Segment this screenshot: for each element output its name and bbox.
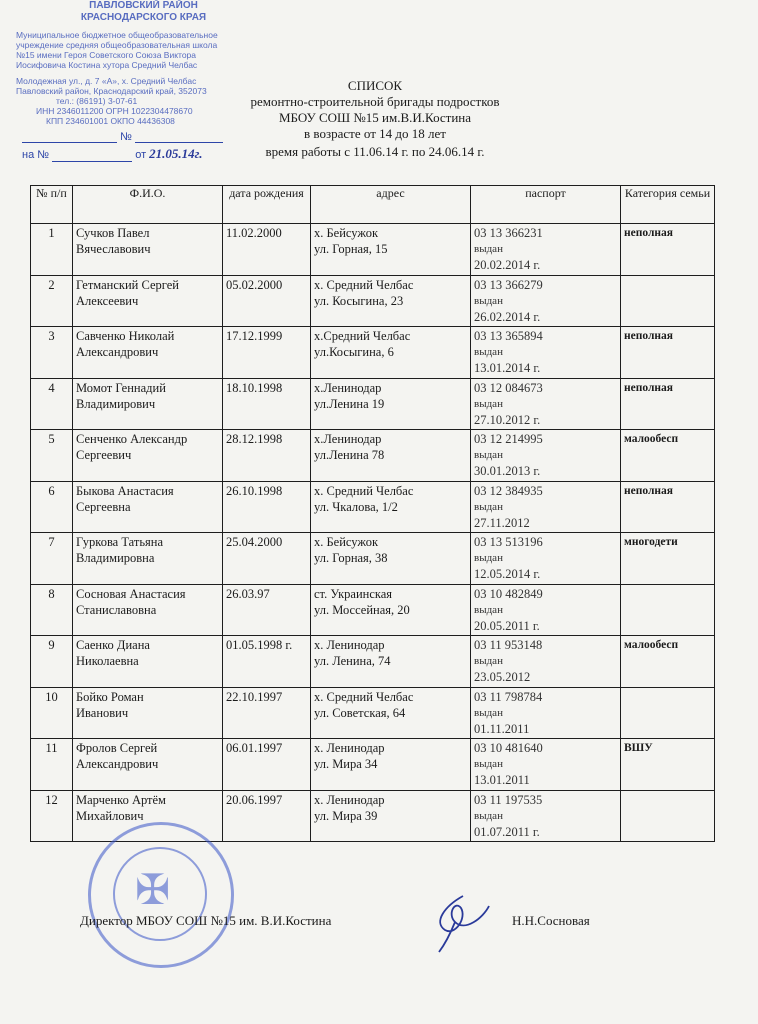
- table-row: [31, 636, 715, 688]
- surname-name: Фролов Сергей: [76, 741, 158, 755]
- address-street: ул. Мира 39: [314, 808, 378, 823]
- address: [311, 275, 471, 327]
- passport-issued-label: выдан: [474, 809, 503, 822]
- student-name: [73, 584, 223, 636]
- passport-issue-date: 30.01.2013 г.: [474, 464, 541, 478]
- family-category: неполная: [621, 224, 715, 276]
- address: [311, 687, 471, 739]
- passport-issued-label: выдан: [474, 294, 503, 307]
- stamp-line: ИНН 2346011200 ОГРН 1022304478670: [36, 106, 193, 116]
- document-title-block: [220, 78, 530, 142]
- passport-issued-label: выдан: [474, 706, 503, 719]
- address: [311, 327, 471, 379]
- passport-number: 03 12 384935: [474, 483, 543, 498]
- passport-number: 03 13 365894: [474, 329, 543, 343]
- table-row: [31, 533, 715, 585]
- family-category: неполная: [621, 481, 715, 533]
- family-category: неполная: [621, 378, 715, 430]
- passport-issue-date: 20.02.2014 г.: [474, 258, 541, 272]
- passport-number: 03 13 366231: [474, 226, 543, 240]
- passport: [471, 224, 621, 276]
- surname-name: Сучков Павел: [76, 226, 150, 240]
- title-line-1: ремонтно-строительной бригады подростков: [250, 94, 500, 109]
- address-street: ул.Косыгина, 6: [314, 345, 394, 359]
- passport-issued-label: выдан: [474, 500, 503, 513]
- row-number: 6: [31, 481, 73, 533]
- address: [311, 224, 471, 276]
- address-street: ул. Горная, 38: [314, 551, 388, 565]
- registration-number-line: [22, 131, 223, 143]
- passport-issue-date: 13.01.2011: [474, 773, 530, 787]
- surname-name: Саенко Диана: [76, 638, 150, 652]
- title-line-2: МБОУ СОШ №15 им.В.И.Костина: [278, 110, 472, 125]
- surname-name: Сосновая Анастасия: [76, 586, 186, 601]
- passport-number: 03 12 214995: [474, 432, 543, 446]
- birth-date: 06.01.1997: [223, 739, 311, 791]
- reference-line: [22, 146, 203, 162]
- signer-name: Н.Н.Сосновая: [512, 913, 590, 928]
- passport-issued-label: выдан: [474, 397, 503, 410]
- patronymic: Александрович: [76, 757, 159, 771]
- patronymic: Алексеевич: [76, 293, 139, 308]
- passport: [471, 790, 621, 842]
- table-row: [31, 378, 715, 430]
- address-locality: ст. Украинская: [314, 586, 393, 601]
- column-header-number: № п/п: [31, 186, 73, 224]
- address-street: ул. Ленина, 74: [314, 654, 391, 668]
- stamp-line: ПАВЛОВСКИЙ РАЙОН: [89, 0, 198, 11]
- passport: [471, 430, 621, 482]
- number-label: №: [120, 131, 132, 143]
- passport-issue-date: 26.02.2014 г.: [474, 309, 541, 324]
- patronymic: Вячеславович: [76, 242, 151, 256]
- stamp-line: КПП 234601001 ОКПО 44436308: [46, 116, 175, 126]
- family-category: [621, 687, 715, 739]
- passport: [471, 481, 621, 533]
- address-locality: х.Ленинодар: [314, 432, 382, 446]
- patronymic: Владимировна: [76, 551, 155, 565]
- eagle-emblem-icon: ✠: [135, 868, 171, 914]
- passport: [471, 636, 621, 688]
- passport: [471, 275, 621, 327]
- passport-issued-label: выдан: [474, 346, 503, 358]
- passport-issued-label: выдан: [474, 243, 503, 255]
- row-number: 11: [31, 739, 73, 791]
- address-street: ул. Горная, 15: [314, 242, 388, 256]
- stamp-line: КРАСНОДАРСКОГО КРАЯ: [80, 12, 207, 23]
- patronymic: Сергеевна: [76, 499, 131, 514]
- passport-number: 03 10 482849: [474, 586, 543, 601]
- address-locality: х.Ленинодар: [314, 380, 382, 395]
- signature-icon: [425, 888, 495, 958]
- address-locality: х. Бейсужок: [314, 226, 379, 240]
- student-name: [73, 327, 223, 379]
- address-street: ул. Косыгина, 23: [314, 293, 404, 308]
- address: [311, 481, 471, 533]
- row-number: 9: [31, 636, 73, 688]
- passport-issue-date: 12.05.2014 г.: [474, 567, 541, 581]
- family-category: ВШУ: [621, 739, 715, 791]
- student-name: [73, 533, 223, 585]
- row-number: 5: [31, 430, 73, 482]
- stamp-line: тел.: (86191) 3-07-61: [56, 96, 138, 106]
- surname-name: Савченко Николай: [76, 329, 175, 343]
- table-row: [31, 481, 715, 533]
- address-street: ул. Чкалова, 1/2: [314, 499, 398, 514]
- official-seal: [88, 822, 234, 968]
- document-title: СПИСОК: [347, 78, 403, 93]
- surname-name: Гуркова Татьяна: [76, 535, 164, 549]
- table-row: [31, 430, 715, 482]
- stamp-line: Муниципальное бюджетное общеобразовательное: [16, 30, 218, 40]
- passport-issue-date: 27.11.2012: [474, 515, 530, 530]
- passport: [471, 378, 621, 430]
- row-number: 3: [31, 327, 73, 379]
- stamp-line: Иосифовича Костина хутора Средний Челбас: [16, 60, 198, 70]
- patronymic: Станиславовна: [76, 602, 157, 617]
- address: [311, 430, 471, 482]
- passport-issued-label: выдан: [474, 758, 503, 770]
- passport-issue-date: 20.05.2011 г.: [474, 618, 540, 633]
- student-name: [73, 687, 223, 739]
- birth-date: 17.12.1999: [223, 327, 311, 379]
- address-street: ул. Мира 34: [314, 757, 378, 771]
- passport-number: 03 13 366279: [474, 277, 543, 292]
- date-label: от: [135, 149, 147, 161]
- row-number: 4: [31, 378, 73, 430]
- passport-issue-date: 27.10.2012 г.: [474, 412, 541, 427]
- birth-date: 22.10.1997: [223, 687, 311, 739]
- stamp-line: Молодежная ул., д. 7 «А», х. Средний Челбас: [16, 76, 197, 86]
- table-row: [31, 739, 715, 791]
- address-locality: х. Ленинодар: [314, 638, 385, 652]
- column-header-address: адрес: [311, 186, 471, 224]
- table-row: [31, 224, 715, 276]
- family-category: малообесп: [621, 430, 715, 482]
- director-title: Директор МБОУ СОШ №15 им. В.И.Костина: [80, 913, 332, 928]
- student-name: [73, 636, 223, 688]
- address-locality: х. Ленинодар: [314, 792, 385, 807]
- surname-name: Марченко Артём: [76, 792, 166, 807]
- table-header-row: [31, 186, 715, 224]
- birth-date: 28.12.1998: [223, 430, 311, 482]
- birth-date: 05.02.2000: [223, 275, 311, 327]
- student-name: [73, 224, 223, 276]
- student-name: [73, 275, 223, 327]
- address: [311, 584, 471, 636]
- address: [311, 790, 471, 842]
- student-name: [73, 378, 223, 430]
- family-category: малообесп: [621, 636, 715, 688]
- student-name: [73, 481, 223, 533]
- address: [311, 533, 471, 585]
- address-locality: х.Средний Челбас: [314, 329, 411, 343]
- address: [311, 636, 471, 688]
- passport: [471, 584, 621, 636]
- surname-name: Бойко Роман: [76, 689, 144, 704]
- passport: [471, 327, 621, 379]
- row-number: 10: [31, 687, 73, 739]
- passport-issue-date: 13.01.2014 г.: [474, 361, 541, 375]
- column-header-category: Категория семьи: [621, 186, 715, 224]
- student-name: [73, 739, 223, 791]
- address-street: ул.Ленина 78: [314, 448, 385, 462]
- passport: [471, 687, 621, 739]
- student-name: [73, 430, 223, 482]
- table-row: [31, 584, 715, 636]
- address-locality: х. Средний Челбас: [314, 483, 414, 498]
- column-header-name: Ф.И.О.: [73, 186, 223, 224]
- birth-date: 01.05.1998 г.: [223, 636, 311, 688]
- passport-issued-label: выдан: [474, 603, 503, 616]
- surname-name: Сенченко Александр: [76, 432, 188, 446]
- stamp-line: Павловский район, Краснодарский край, 352073: [16, 86, 207, 96]
- column-header-passport: паспорт: [471, 186, 621, 224]
- passport-number: 03 10 481640: [474, 741, 543, 755]
- address: [311, 378, 471, 430]
- passport-issued-label: выдан: [474, 552, 503, 564]
- patronymic: Иванович: [76, 705, 129, 720]
- title-line-3: в возрасте от 14 до 18 лет: [304, 126, 446, 141]
- passport-number: 03 11 798784: [474, 689, 543, 704]
- surname-name: Гетманский Сергей: [76, 277, 179, 292]
- address-street: ул. Советская, 64: [314, 705, 406, 720]
- patronymic: Александрович: [76, 345, 159, 359]
- column-header-dob: дата рождения: [223, 186, 311, 224]
- patronymic: Михайлович: [76, 808, 144, 823]
- brigade-table: [30, 185, 715, 842]
- passport-number: 03 13 513196: [474, 535, 543, 549]
- stamp-line: учреждение средняя общеобразовательная школа: [16, 40, 218, 50]
- address-locality: х. Ленинодар: [314, 741, 385, 755]
- handwritten-date: 21.05.14г.: [149, 146, 203, 161]
- birth-date: 11.02.2000: [223, 224, 311, 276]
- table-row: [31, 687, 715, 739]
- passport-issued-label: выдан: [474, 655, 503, 667]
- address: [311, 739, 471, 791]
- surname-name: Быкова Анастасия: [76, 483, 174, 498]
- row-number: 7: [31, 533, 73, 585]
- passport-issue-date: 01.07.2011 г.: [474, 824, 540, 839]
- passport: [471, 739, 621, 791]
- family-category: неполная: [621, 327, 715, 379]
- reference-label: на №: [22, 149, 50, 161]
- address-locality: х. Средний Челбас: [314, 689, 414, 704]
- address-locality: х. Средний Челбас: [314, 277, 414, 292]
- row-number: 8: [31, 584, 73, 636]
- family-category: [621, 790, 715, 842]
- patronymic: Николаевна: [76, 654, 139, 668]
- patronymic: Владимирович: [76, 396, 156, 411]
- birth-date: 25.04.2000: [223, 533, 311, 585]
- surname-name: Момот Геннадий: [76, 380, 166, 395]
- passport-number: 03 11 197535: [474, 792, 543, 807]
- passport-issued-label: выдан: [474, 449, 503, 461]
- passport-issue-date: 01.11.2011: [474, 721, 530, 736]
- passport-number: 03 11 953148: [474, 638, 543, 652]
- family-category: многодети: [621, 533, 715, 585]
- stamp-line: №15 имени Героя Советского Союза Виктора: [16, 50, 196, 60]
- patronymic: Сергеевич: [76, 448, 132, 462]
- row-number: 1: [31, 224, 73, 276]
- family-category: [621, 584, 715, 636]
- address-locality: х. Бейсужок: [314, 535, 379, 549]
- passport: [471, 533, 621, 585]
- table-row: [31, 275, 715, 327]
- row-number: 2: [31, 275, 73, 327]
- work-period: время работы с 11.06.14 г. по 24.06.14 г.: [265, 144, 485, 159]
- table-row: [31, 327, 715, 379]
- address-street: ул. Моссейная, 20: [314, 602, 410, 617]
- birth-date: 18.10.1998: [223, 378, 311, 430]
- passport-number: 03 12 084673: [474, 380, 543, 395]
- passport-issue-date: 23.05.2012: [474, 670, 531, 684]
- row-number: 12: [31, 790, 73, 842]
- address-street: ул.Ленина 19: [314, 396, 385, 411]
- birth-date: 26.03.97: [223, 584, 311, 636]
- birth-date: 20.06.1997: [223, 790, 311, 842]
- birth-date: 26.10.1998: [223, 481, 311, 533]
- family-category: [621, 275, 715, 327]
